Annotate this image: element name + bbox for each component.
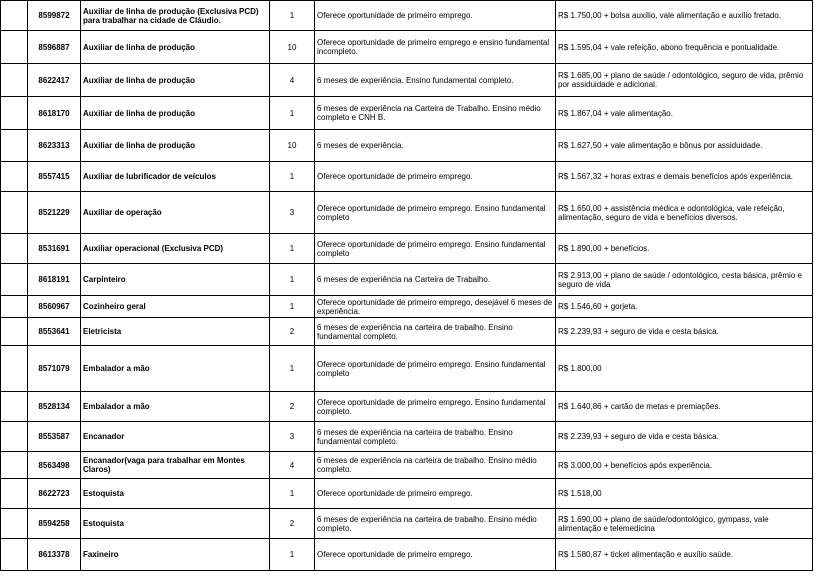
table-row bbox=[1, 31, 813, 64]
table-row bbox=[1, 318, 813, 346]
table-row bbox=[1, 422, 813, 452]
vacancy-code-cell: 8623313 bbox=[28, 130, 81, 162]
salary-benefits-cell: R$ 3.000,00 + benefícios após experiência. bbox=[556, 452, 813, 479]
salary-benefits-cell: R$ 2.239,93 + seguro de vida e cesta básica. bbox=[556, 318, 813, 346]
vacancy-count-cell: 2 bbox=[270, 509, 315, 539]
job-title-cell: Estoquista bbox=[81, 509, 270, 539]
row-blank-cell bbox=[1, 392, 28, 422]
job-title-cell: Estoquista bbox=[81, 479, 270, 509]
vacancy-code-cell: 8622417 bbox=[28, 64, 81, 97]
vacancy-count-cell: 1 bbox=[270, 162, 315, 192]
job-title-cell: Auxiliar de linha de produção bbox=[81, 97, 270, 130]
vacancy-code-cell: 8622723 bbox=[28, 479, 81, 509]
vacancy-count-cell: 4 bbox=[270, 64, 315, 97]
vacancy-count-cell: 2 bbox=[270, 392, 315, 422]
row-blank-cell bbox=[1, 162, 28, 192]
job-title-cell: Cozinheiro geral bbox=[81, 296, 270, 318]
table-row bbox=[1, 392, 813, 422]
row-blank-cell bbox=[1, 192, 28, 234]
vacancy-count-cell: 1 bbox=[270, 234, 315, 264]
job-title-cell: Eletricista bbox=[81, 318, 270, 346]
table-row bbox=[1, 64, 813, 97]
table-row bbox=[1, 479, 813, 509]
requirements-cell: 6 meses de experiência na carteira de trabalho. Ensino médio completo. bbox=[315, 509, 556, 539]
job-title-cell: Encanador bbox=[81, 422, 270, 452]
row-blank-cell bbox=[1, 31, 28, 64]
requirements-cell: Oferece oportunidade de primeiro emprego. Ensino fundamental completo bbox=[315, 346, 556, 392]
salary-benefits-cell: R$ 1.650,00 + assistência médica e odontológica, vale refeição, alimentação, seguro de vida e benefícios diversos. bbox=[556, 192, 813, 234]
salary-benefits-cell: R$ 1.518,00 bbox=[556, 479, 813, 509]
vacancy-code-cell: 8571079 bbox=[28, 346, 81, 392]
table-row bbox=[1, 452, 813, 479]
requirements-cell: Oferece oportunidade de primeiro emprego. Ensino fundamental completo. bbox=[315, 392, 556, 422]
salary-benefits-cell: R$ 1.890,00 + benefícios. bbox=[556, 234, 813, 264]
requirements-cell: Oferece oportunidade de primeiro emprego. bbox=[315, 162, 556, 192]
requirements-cell: Oferece oportunidade de primeiro emprego. Ensino fundamental completo bbox=[315, 192, 556, 234]
salary-benefits-cell: R$ 1.627,50 + vale alimentação e bônus por assiduidade. bbox=[556, 130, 813, 162]
vacancy-count-cell: 1 bbox=[270, 1, 315, 31]
job-title-cell: Auxiliar operacional (Exclusiva PCD) bbox=[81, 234, 270, 264]
requirements-cell: Oferece oportunidade de primeiro emprego. bbox=[315, 539, 556, 571]
row-blank-cell bbox=[1, 264, 28, 296]
job-listings-body bbox=[1, 1, 813, 571]
vacancy-code-cell: 8613378 bbox=[28, 539, 81, 571]
row-blank-cell bbox=[1, 1, 28, 31]
vacancy-count-cell: 3 bbox=[270, 422, 315, 452]
job-title-cell: Auxiliar de operação bbox=[81, 192, 270, 234]
salary-benefits-cell: R$ 2.239,93 + seguro de vida e cesta básica. bbox=[556, 422, 813, 452]
salary-benefits-cell: R$ 1.800,00 bbox=[556, 346, 813, 392]
salary-benefits-cell: R$ 1.640,86 + cartão de metas e premiações. bbox=[556, 392, 813, 422]
vacancy-code-cell: 8553641 bbox=[28, 318, 81, 346]
vacancy-count-cell: 1 bbox=[270, 296, 315, 318]
requirements-cell: Oferece oportunidade de primeiro emprego. Ensino fundamental completo bbox=[315, 234, 556, 264]
vacancy-code-cell: 8553587 bbox=[28, 422, 81, 452]
salary-benefits-cell: R$ 1.690,00 + plano de saúde/odontológico, gympass, vale alimentação e telemedicina bbox=[556, 509, 813, 539]
vacancy-count-cell: 3 bbox=[270, 192, 315, 234]
table-row bbox=[1, 296, 813, 318]
job-title-cell: Auxiliar de lubrificador de veículos bbox=[81, 162, 270, 192]
vacancy-count-cell: 10 bbox=[270, 31, 315, 64]
job-title-cell: Carpinteiro bbox=[81, 264, 270, 296]
vacancy-count-cell: 1 bbox=[270, 539, 315, 571]
requirements-cell: 6 meses de experiência na carteira de trabalho. Ensino fundamental completo. bbox=[315, 318, 556, 346]
row-blank-cell bbox=[1, 479, 28, 509]
vacancy-count-cell: 2 bbox=[270, 318, 315, 346]
vacancy-code-cell: 8563498 bbox=[28, 452, 81, 479]
row-blank-cell bbox=[1, 452, 28, 479]
table-row bbox=[1, 130, 813, 162]
vacancy-code-cell: 8521229 bbox=[28, 192, 81, 234]
salary-benefits-cell: R$ 1.685,00 + plano de saúde / odontológico, seguro de vida, prêmio por assiduidade e adicional. bbox=[556, 64, 813, 97]
vacancy-code-cell: 8618191 bbox=[28, 264, 81, 296]
row-blank-cell bbox=[1, 509, 28, 539]
salary-benefits-cell: R$ 2.913,00 + plano de saúde / odontológico, cesta básica, prêmio e seguro de vida bbox=[556, 264, 813, 296]
requirements-cell: 6 meses de experiência na carteira de trabalho. Ensino médio completo. bbox=[315, 452, 556, 479]
vacancy-code-cell: 8560967 bbox=[28, 296, 81, 318]
table-row bbox=[1, 346, 813, 392]
vacancy-count-cell: 4 bbox=[270, 452, 315, 479]
job-title-cell: Auxiliar de linha de produção bbox=[81, 64, 270, 97]
requirements-cell: 6 meses de experiência. Ensino fundamental completo. bbox=[315, 64, 556, 97]
row-blank-cell bbox=[1, 422, 28, 452]
table-row bbox=[1, 509, 813, 539]
vacancy-code-cell: 8596887 bbox=[28, 31, 81, 64]
row-blank-cell bbox=[1, 64, 28, 97]
vacancy-count-cell: 1 bbox=[270, 346, 315, 392]
row-blank-cell bbox=[1, 130, 28, 162]
vacancy-code-cell: 8599872 bbox=[28, 1, 81, 31]
requirements-cell: 6 meses de experiência na Carteira de Trabalho. bbox=[315, 264, 556, 296]
row-blank-cell bbox=[1, 346, 28, 392]
requirements-cell: Oferece oportunidade de primeiro emprego. bbox=[315, 479, 556, 509]
vacancy-count-cell: 1 bbox=[270, 97, 315, 130]
salary-benefits-cell: R$ 1.580,87 + ticket alimentação e auxílio saúde. bbox=[556, 539, 813, 571]
table-row bbox=[1, 234, 813, 264]
job-title-cell: Faxineiro bbox=[81, 539, 270, 571]
row-blank-cell bbox=[1, 318, 28, 346]
vacancy-count-cell: 10 bbox=[270, 130, 315, 162]
table-row bbox=[1, 162, 813, 192]
salary-benefits-cell: R$ 1.567,32 + horas extras e demais benefícios após experiência. bbox=[556, 162, 813, 192]
row-blank-cell bbox=[1, 539, 28, 571]
job-title-cell: Auxiliar de linha de produção bbox=[81, 31, 270, 64]
requirements-cell: Oferece oportunidade de primeiro emprego, desejável 6 meses de experiência. bbox=[315, 296, 556, 318]
salary-benefits-cell: R$ 1.546,60 + gorjeta. bbox=[556, 296, 813, 318]
vacancy-count-cell: 1 bbox=[270, 479, 315, 509]
requirements-cell: 6 meses de experiência na carteira de trabalho. Ensino fundamental completo. bbox=[315, 422, 556, 452]
salary-benefits-cell: R$ 1.750,00 + bolsa auxílio, vale alimentação e auxílio fretado. bbox=[556, 1, 813, 31]
requirements-cell: 6 meses de experiência. bbox=[315, 130, 556, 162]
vacancy-code-cell: 8557415 bbox=[28, 162, 81, 192]
job-title-cell: Encanador(vaga para trabalhar em Montes Claros) bbox=[81, 452, 270, 479]
salary-benefits-cell: R$ 1.867,04 + vale alimentação. bbox=[556, 97, 813, 130]
job-title-cell: Embalador a mão bbox=[81, 392, 270, 422]
table-row bbox=[1, 192, 813, 234]
job-title-cell: Auxiliar de linha de produção bbox=[81, 130, 270, 162]
job-title-cell: Embalador a mão bbox=[81, 346, 270, 392]
requirements-cell: Oferece oportunidade de primeiro emprego. bbox=[315, 1, 556, 31]
row-blank-cell bbox=[1, 234, 28, 264]
table-row bbox=[1, 539, 813, 571]
requirements-cell: Oferece oportunidade de primeiro emprego e ensino fundamental incompleto. bbox=[315, 31, 556, 64]
vacancy-count-cell: 1 bbox=[270, 264, 315, 296]
requirements-cell: 6 meses de experiência na Carteira de Trabalho. Ensino médio completo e CNH B. bbox=[315, 97, 556, 130]
table-row bbox=[1, 97, 813, 130]
vacancy-code-cell: 8618170 bbox=[28, 97, 81, 130]
table-row bbox=[1, 264, 813, 296]
salary-benefits-cell: R$ 1.595,04 + vale refeição, abono frequência e pontualidade. bbox=[556, 31, 813, 64]
table-row bbox=[1, 1, 813, 31]
row-blank-cell bbox=[1, 97, 28, 130]
vacancy-code-cell: 8594258 bbox=[28, 509, 81, 539]
row-blank-cell bbox=[1, 296, 28, 318]
job-title-cell: Auxiliar de linha de produção (Exclusiva PCD) para trabalhar na cidade de Cláudio. bbox=[81, 1, 270, 31]
vacancy-code-cell: 8531691 bbox=[28, 234, 81, 264]
vacancy-code-cell: 8528134 bbox=[28, 392, 81, 422]
